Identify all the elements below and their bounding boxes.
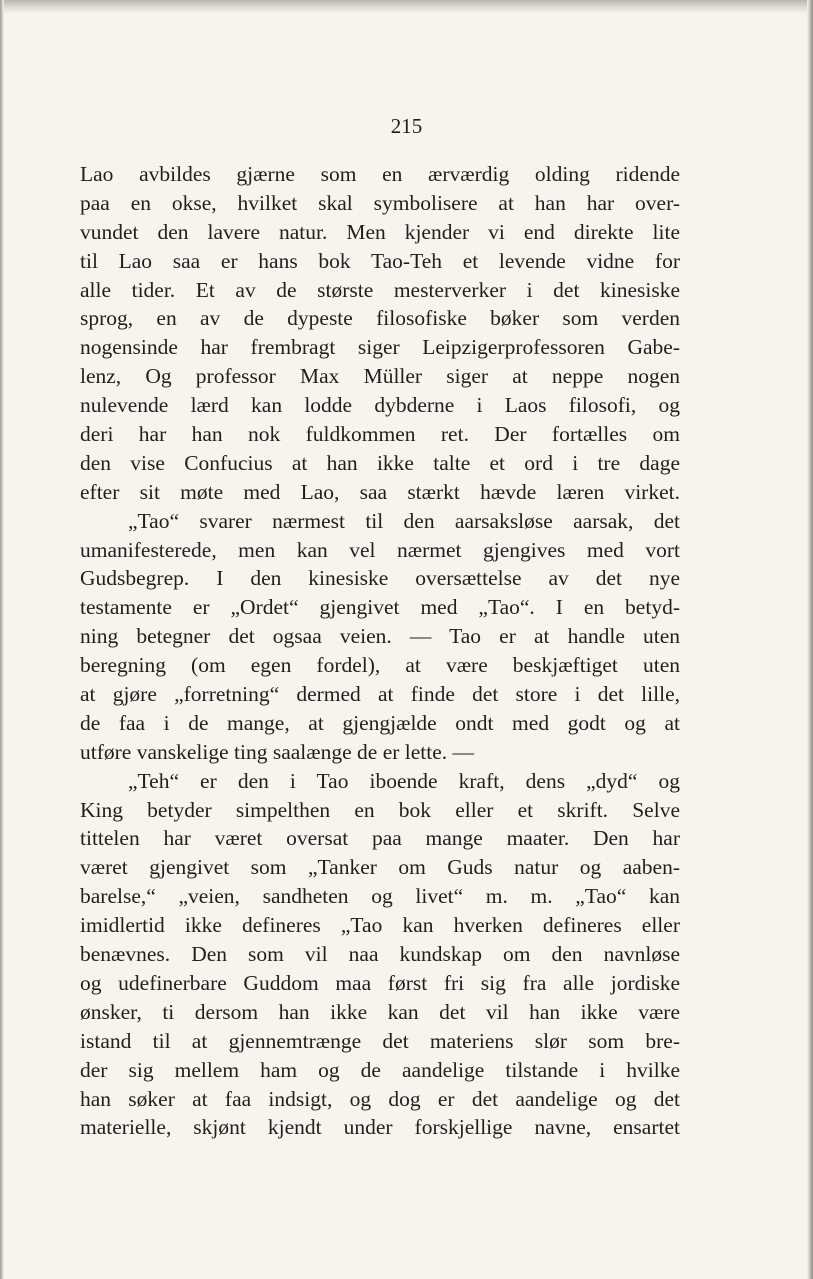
text-line: alle tider. Et av de største mesterverker i det kinesiske [80,277,680,302]
text-line: paa en okse, hvilket skal symbolisere at han har over- [80,190,680,215]
text-line: King betyder simpelthen en bok eller et skrift. Selve [80,797,680,822]
text-line: materielle, skjønt kjendt under forskjellige navne, ensartet [80,1115,680,1140]
text-line: den vise Confucius at han ikke talte et ord i tre dage [80,450,680,475]
text-line: nulevende lærd kan lodde dybderne i Laos filosofi, og [80,393,680,418]
text-line: barelse,“ „veien, sandheten og livet“ m. m. „Tao“ kan [80,884,680,909]
text-line: „Teh“ er den i Tao iboende kraft, dens „dyd“ og [128,768,680,793]
text-line: sprog, en av de dypeste filosofiske bøker som verden [80,306,680,331]
text-line: Gudsbegrep. I den kinesiske oversættelse av det nye [80,566,680,591]
text-line: lenz, Og professor Max Müller siger at neppe nogen [80,364,680,389]
text-line: at gjøre „forretning“ dermed at finde det store i det lille, [80,682,680,707]
text-line: beregning (om egen fordel), at være beskjæftiget uten [80,653,680,678]
text-line: til Lao saa er hans bok Tao-Teh et levende vidne for [80,248,680,273]
page-number: 215 [390,114,423,138]
text-line: nogensinde har frembragt siger Leipzigerprofessoren Gabe- [80,335,680,360]
text-line: været gjengivet som „Tanker om Guds natur og aaben- [80,855,680,880]
text-line: Lao avbildes gjærne som en ærværdig olding ridende [80,162,680,186]
text-line: vundet den lavere natur. Men kjender vi end direkte lite [80,219,680,244]
page-left-edge [0,0,4,1279]
text-line: og udefinerbare Guddom maa først fri sig fra alle jordiske [80,970,680,995]
text-line: de faa i de mange, at gjengjælde ondt med godt og at [80,710,680,735]
text-line: han søker at faa indsigt, og dog er det aandelige og det [80,1086,680,1111]
text-line: tittelen har været oversat paa mange maater. Den har [80,826,680,851]
text-line: utføre vanskelige ting saalænge de er lette. — [80,739,475,764]
page-right-edge [807,0,813,1279]
text-line: umanifesterede, men kan vel nærmet gjengives med vort [80,537,680,562]
text-line: benævnes. Den som vil naa kundskap om den navnløse [80,942,680,967]
page-top-edge [0,0,813,14]
text-line: istand til at gjennemtrænge det materiens slør som bre- [80,1028,680,1053]
text-line: „Tao“ svarer nærmest til den aarsaksløse aarsak, det [128,508,680,533]
body-text [80,160,680,1142]
text-line: efter sit møte med Lao, saa stærkt hævde læren virket. [80,479,680,504]
text-line: ning betegner det ogsaa veien. — Tao er at handle uten [80,624,680,649]
text-line: deri har han nok fuldkommen ret. Der fortælles om [80,422,680,447]
text-line: imidlertid ikke defineres „Tao kan hverken defineres eller [80,913,680,938]
text-line: testamente er „Ordet“ gjengivet med „Tao“. I en betyd- [80,595,680,620]
text-line: ønsker, ti dersom han ikke kan det vil han ikke være [80,999,680,1024]
text-line: der sig mellem ham og de aandelige tilstande i hvilke [80,1057,680,1082]
